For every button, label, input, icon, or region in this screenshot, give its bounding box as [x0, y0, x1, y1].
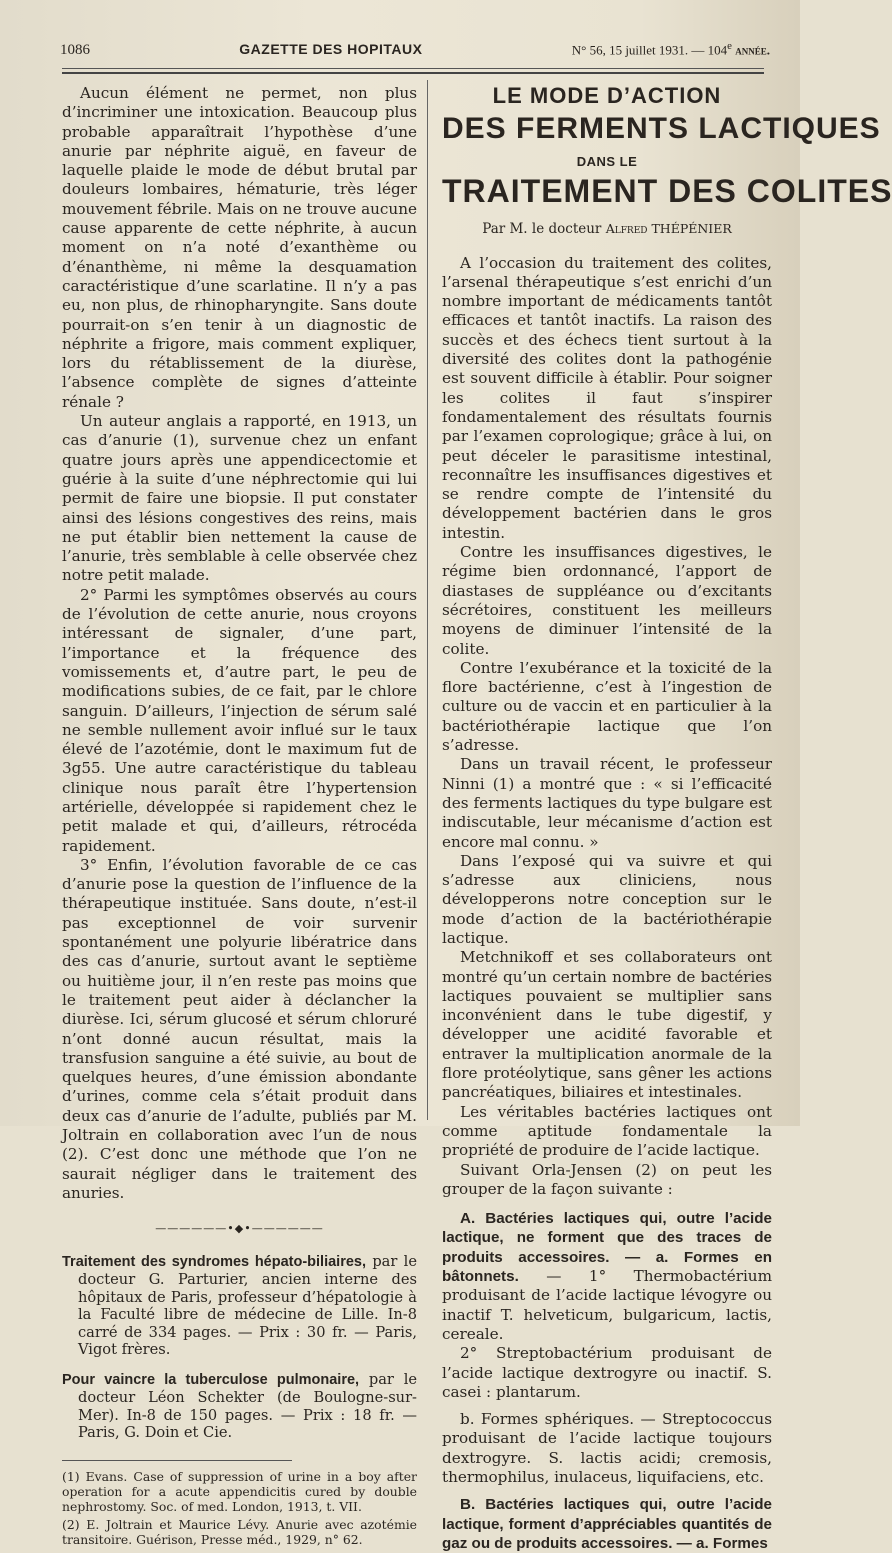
paragraph: 2° Streptobactérium produisant de l’acide lactique dextrogyre ou inactif. S. casei : plantarum. [442, 1344, 772, 1401]
column-separator [427, 80, 428, 1120]
footnotes [62, 1469, 417, 1547]
footnote-rule [62, 1460, 292, 1461]
paragraph: Metchnikoff et ses collaborateurs ont montré qu’un certain nombre de bactéries lactiques pouvaient se multiplier sans inconvénient dans le tube digestif, y développer une acidité favorable et entraver la multiplication anormale de la flore protéolytique, sans gêner les actions pancréatiques, biliaires et intestinales. [442, 948, 772, 1102]
page-number: 1086 [60, 42, 90, 59]
paragraph: Les véritables bactéries lactiques ont comme aptitude fondamentale la propriété de produire de l’acide lactique. [442, 1102, 772, 1160]
header-rule [62, 68, 764, 69]
paragraph: Dans un travail récent, le professeur Ninni (1) a montré que : « si l’efficacité des ferments lactiques du type bulgare est indiscutable, leur mécanisme d’action est encore mal connu. » [442, 755, 772, 851]
paragraph: Un auteur anglais a rapporté, en 1913, un cas d’anurie (1), survenue chez un enfant quatre jours après une appendicectomie et guérie à la suite d’une néphrectomie qui lui permit de faire une biopsie. Il put constater ainsi des lésions congestives des reins, mais ne put établir bien nettement la cause de l’anurie, très semblable à celle observée chez notre petit malade. [62, 412, 417, 585]
section-ornament: ——————•◆•—————— [155, 1222, 324, 1236]
article-title-line1: LE MODE D’ACTION [492, 83, 722, 108]
article-title-line4: TRAITEMENT DES COLITES [442, 173, 892, 210]
paragraph: Contre l’exubérance et la toxicité de la flore bactérienne, c’est à l’ingestion de culture ou de vaccin et en particulier à la bactériothérapie lactique que l’on s’adresse. [442, 658, 772, 755]
paragraph: Suivant Orla-Jensen (2) on peut les grouper de la façon suivante : [442, 1160, 772, 1198]
paragraph: Dans l’exposé qui va suivre et qui s’adresse aux cliniciens, nous développerons notre conception sur le mode d’action de la bactériothérapie lactique. [442, 851, 772, 947]
article-title-line3: DANS LE [576, 154, 638, 169]
section-a: A. Bactéries lactiques qui, outre l’acide lactique, ne forment que des traces de produits accessoires. — a. Formes en bâtonnets. — 1° Thermobactérium produisant de l’acide lactique lévogyre ou inactif T. helveticum, bulgaricum, lactis, cereale. [442, 1210, 772, 1343]
author-byline: Par M. le docteur Alfred THÉPÉNIER [482, 221, 732, 238]
paragraph: Aucun élément ne permet, non plus d’incriminer une intoxication. Beaucoup plus probable apparaîtrait l’hypothèse d’une anurie par néphrite aiguë, en faveur de laquelle plaide le mode de début brutal par douleurs lombaires, hématurie, très léger mouvement fébrile. Mais on ne trouve aucune cause apparente de cette néphrite, à aucun moment on n’a noté d’exanthème ou d’énanthème, ni même la desquamation caractéristique d’une scarlatine. Il n’y a pas eu, non plus, de rhinopharyngite. Sans doute pourrait-on s’en tenir à un diagnostic de néphrite a frigore, mais comment expliquer, lors du rétablissement de la diurèse, l’absence complète de signes d’atteinte rénale ? [62, 84, 417, 411]
section-b: B. Bactéries lactiques qui, outre l’acide lactique, forment d’appréciables quantités de gaz ou de produits accessoires. — a. Formes [442, 1496, 772, 1552]
paragraph: b. Formes sphériques. — Streptococcus produisant de l’acide lactique toujours dextrogyre. S. lactis acidi; cremosis, thermophilus, inulaceus, liquifaciens, etc. [442, 1410, 772, 1486]
article-title-line2: DES FERMENTS LACTIQUES [442, 112, 881, 145]
footnote: (2) E. Joltrain et Maurice Lévy. Anurie avec azotémie transitoire. Guérison, Presse méd., 1929, n° 62. [62, 1516, 417, 1547]
paragraph: 2° Parmi les symptômes observés au cours de l’évolution de cette anurie, nous croyons intéressant de signaler, d’une part, l’importance et la fréquence des vomissements et, d’autre part, le peu de modifications subies, de ce fait, par le chlore sanguin. D’ailleurs, l’injection de sérum salé ne semble nullement avoir influé sur le taux élevé de l’azotémie, dont le maximum fut de 3g55. Une autre caractéristique du tableau clinique nous paraît être l’hypertension artérielle, développée si rapidement chez le petit malade et qui, d’ailleurs, rétrocéda rapidement. [62, 585, 417, 855]
paragraph: Contre les insuffisances digestives, le régime bien ordonnancé, l’apport de diastases de suppléance ou d’excitants sécrétoires, constituent les meilleurs moyens de diminuer l’intensité de la colite. [442, 543, 772, 658]
footnote: (1) Evans. Case of suppression of urine in a boy after operation for a acute appendicitis cured by double nephrostomy. Soc. of med. London, 1913, t. VII. [62, 1468, 417, 1514]
book-notice: Traitement des syndromes hépato-biliaires, par le docteur G. Parturier, ancien interne des hôpitaux de Paris, professeur d’hépatologie à la Faculté libre de médecine de Lille. In-8 carré de 334 pages. — Prix : 30 fr. — Paris, Vigot frères. [62, 1252, 417, 1359]
right-column [442, 83, 892, 1553]
book-notice: Pour vaincre la tuberculose pulmonaire, par le docteur Léon Schekter (de Boulogne-sur-Mer). In-8 de 150 pages. — Prix : 18 fr. — Paris, G. Doin et Cie. [62, 1370, 417, 1442]
paragraph: A l’occasion du traitement des colites, l’arsenal thérapeutique s’est enrichi d’un nombre important de médicaments tantôt efficaces et tantôt inactifs. La raison des succès et des échecs tient surtout à la diversité des colites dont la pathogénie est souvent difficile à établir. Pour soigner les colites il faut s’inspirer fondamentalement des résultats fournis par l’examen coprologique; grâce à lui, on peut déceler le parasitisme intestinal, reconnaître les insuffisances digestives et se rendre compte de l’intensité du développement bactérien dans le gros intestin. [442, 253, 772, 542]
left-column [62, 84, 417, 1550]
header-rule-thick [62, 72, 764, 74]
bibliography [62, 1253, 417, 1442]
journal-title: GAZETTE DES HOPITAUX [239, 41, 423, 58]
paragraph: 3° Enfin, l’évolution favorable de ce cas d’anurie pose la question de l’influence de la thérapeutique instituée. Sans doute, n’est-il pas exceptionnel de voir survenir spontanément une polyurie libératrice dans des cas d’anurie, surtout avant le septième ou huitième jour, il n’en reste pas moins que le traitement peut aider à déclancher la diurèse. Ici, sérum glucosé et sérum chloruré n’ont donné aucun résultat, mais la transfusion sanguine a été suivie, au bout de quelques heures, d’une émission abondante d’urines, comme cela s’était produit dans deux cas d’anurie de l’adulte, publiés par M. Joltrain en collaboration avec l’un de nous (2). C’est donc une méthode que l’on ne saurait négliger dans le traitement des anuries. [62, 855, 417, 1202]
issue-info: N° 56, 15 juillet 1931. — 104e année. [571, 40, 770, 58]
page-header [60, 40, 770, 66]
